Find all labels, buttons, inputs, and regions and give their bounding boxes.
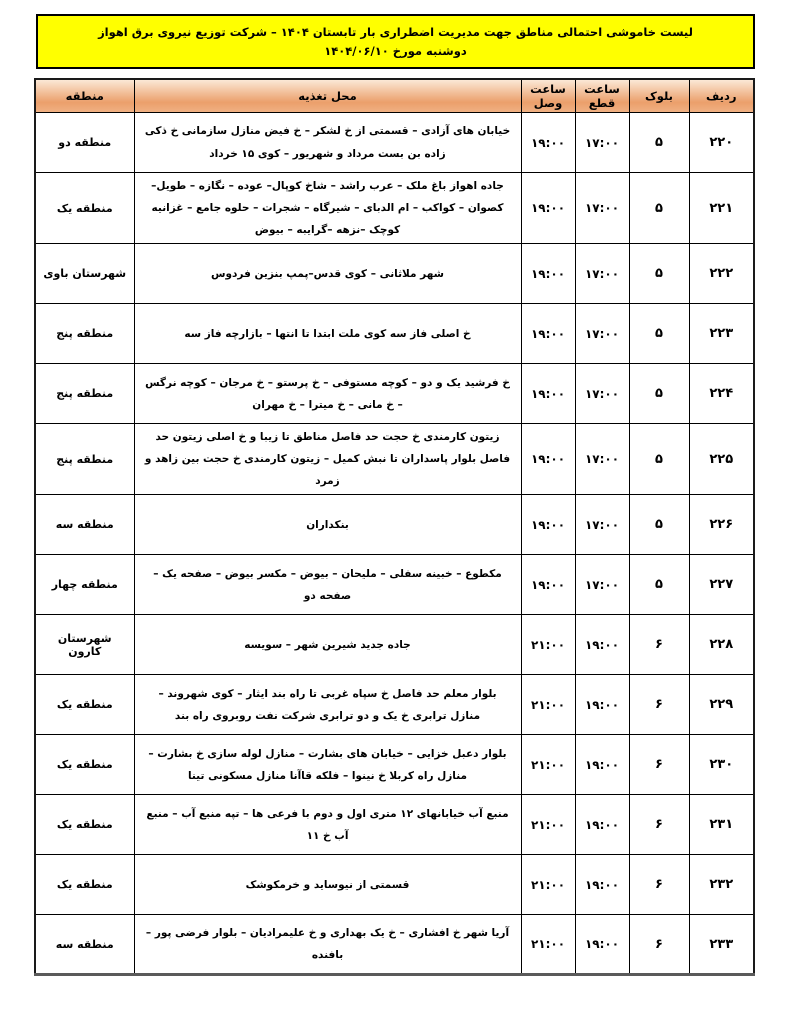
table-header xyxy=(35,79,754,113)
connect-time-cell: ۱۹:۰۰ xyxy=(521,304,575,364)
row-number-cell: ۲۳۱ xyxy=(689,795,754,855)
location-cell: خ فرشید یک و دو – کوچه مستوفی – خ پرستو – خ مرجان – کوچه نرگس – خ مانی – خ میترا – خ مهران xyxy=(134,364,521,424)
table-row xyxy=(35,495,754,555)
row-number-cell: ۲۳۳ xyxy=(689,915,754,975)
cut-time-cell: ۱۷:۰۰ xyxy=(575,113,629,173)
connect-time-cell: ۲۱:۰۰ xyxy=(521,675,575,735)
table-row xyxy=(35,113,754,173)
table-row xyxy=(35,735,754,795)
location-cell: قسمتی از نیوساید و خرمکوشک xyxy=(134,855,521,915)
col-header-row-number: ردیف xyxy=(689,79,754,113)
row-number-cell: ۲۲۵ xyxy=(689,424,754,495)
cut-time-cell: ۱۷:۰۰ xyxy=(575,244,629,304)
region-cell: منطقه چهار xyxy=(35,555,134,615)
block-cell: ۵ xyxy=(629,244,689,304)
cut-time-cell: ۱۹:۰۰ xyxy=(575,795,629,855)
col-header-region: منطقه xyxy=(35,79,134,113)
table-row xyxy=(35,424,754,495)
connect-time-cell: ۲۱:۰۰ xyxy=(521,615,575,675)
region-cell: منطقه پنج xyxy=(35,304,134,364)
row-number-cell: ۲۳۰ xyxy=(689,735,754,795)
region-cell: منطقه یک xyxy=(35,675,134,735)
location-cell: منبع آب خیابانهای ۱۲ متری اول و دوم با فرعی ها – تپه منبع آب – منبع آب خ ۱۱ xyxy=(134,795,521,855)
row-number-cell: ۲۳۲ xyxy=(689,855,754,915)
location-cell: زیتون کارمندی خ حجت حد فاصل مناطق تا زیبا و خ اصلی زیتون حد فاصل بلوار پاسداران تا نبش کمیل – زیتون کارمندی خ حجت بین زاهد و زمرد xyxy=(134,424,521,495)
table-body xyxy=(35,113,754,975)
block-cell: ۵ xyxy=(629,555,689,615)
location-cell: خیابان های آزادی – قسمتی از خ لشکر – خ فیض منازل سازمانی خ ذکی زاده بن بست مرداد و شهریور – کوی ۱۵ خرداد xyxy=(134,113,521,173)
row-number-cell: ۲۲۸ xyxy=(689,615,754,675)
location-cell: جاده اهواز باغ ملک – عرب راشد – شاخ کوپال– عوده – نگازه – طویل–کصوان – کواکب – ام الدبای – شیرگاه – شجرات – حلوه جامع – غزانیه کوچک –نزهه –گرایبه – بیوض xyxy=(134,173,521,244)
block-cell: ۶ xyxy=(629,675,689,735)
table-row xyxy=(35,555,754,615)
row-number-cell: ۲۲۳ xyxy=(689,304,754,364)
col-header-block: بلوک xyxy=(629,79,689,113)
cut-time-cell: ۱۷:۰۰ xyxy=(575,555,629,615)
region-cell: شهرستان کارون xyxy=(35,615,134,675)
block-cell: ۵ xyxy=(629,304,689,364)
connect-time-cell: ۱۹:۰۰ xyxy=(521,173,575,244)
block-cell: ۶ xyxy=(629,855,689,915)
block-cell: ۶ xyxy=(629,615,689,675)
location-cell: بلوار دعبل خزایی – خیابان های بشارت – منازل لوله سازی خ بشارت – منازل راه کربلا خ نینوا – فلکه قاآنا منازل مسکونی تینا xyxy=(134,735,521,795)
cut-time-cell: ۱۹:۰۰ xyxy=(575,675,629,735)
cut-time-cell: ۱۷:۰۰ xyxy=(575,495,629,555)
block-cell: ۶ xyxy=(629,915,689,975)
connect-time-cell: ۱۹:۰۰ xyxy=(521,495,575,555)
block-cell: ۵ xyxy=(629,113,689,173)
row-number-cell: ۲۲۹ xyxy=(689,675,754,735)
row-number-cell: ۲۲۲ xyxy=(689,244,754,304)
location-cell: جاده جدید شیرین شهر – سویسه xyxy=(134,615,521,675)
region-cell: منطقه دو xyxy=(35,113,134,173)
cut-time-cell: ۱۷:۰۰ xyxy=(575,304,629,364)
table-header-row xyxy=(35,79,754,113)
block-cell: ۶ xyxy=(629,735,689,795)
block-cell: ۶ xyxy=(629,795,689,855)
table-row xyxy=(35,173,754,244)
table-row xyxy=(35,364,754,424)
cut-time-cell: ۱۹:۰۰ xyxy=(575,735,629,795)
connect-time-cell: ۱۹:۰۰ xyxy=(521,244,575,304)
row-number-cell: ۲۲۶ xyxy=(689,495,754,555)
row-number-cell: ۲۲۰ xyxy=(689,113,754,173)
connect-time-cell: ۱۹:۰۰ xyxy=(521,113,575,173)
connect-time-cell: ۲۱:۰۰ xyxy=(521,915,575,975)
region-cell: شهرستان باوی xyxy=(35,244,134,304)
col-header-location: محل تغذیه xyxy=(134,79,521,113)
connect-time-cell: ۲۱:۰۰ xyxy=(521,795,575,855)
outage-schedule-table xyxy=(34,78,755,976)
region-cell: منطقه یک xyxy=(35,795,134,855)
connect-time-cell: ۱۹:۰۰ xyxy=(521,555,575,615)
table-row xyxy=(35,615,754,675)
document-content xyxy=(36,14,755,976)
region-cell: منطقه یک xyxy=(35,173,134,244)
region-cell: منطقه سه xyxy=(35,915,134,975)
col-header-cut-time: ساعت قطع xyxy=(575,79,629,113)
region-cell: منطقه پنج xyxy=(35,424,134,495)
region-cell: منطقه سه xyxy=(35,495,134,555)
col-header-connect-time: ساعت وصل xyxy=(521,79,575,113)
location-cell: خ اصلی فاز سه کوی ملت ابتدا تا انتها – بازارچه فاز سه xyxy=(134,304,521,364)
block-cell: ۵ xyxy=(629,424,689,495)
page-date: دوشنبه مورخ ۱۴۰۴/۰۶/۱۰ xyxy=(324,44,467,58)
region-cell: منطقه پنج xyxy=(35,364,134,424)
block-cell: ۵ xyxy=(629,495,689,555)
cut-time-cell: ۱۹:۰۰ xyxy=(575,615,629,675)
table-row xyxy=(35,795,754,855)
connect-time-cell: ۱۹:۰۰ xyxy=(521,424,575,495)
region-cell: منطقه یک xyxy=(35,855,134,915)
table-row xyxy=(35,304,754,364)
location-cell: آریا شهر خ افشاری – خ یک بهداری و خ علیمرادیان – بلوار فرضی پور – بافنده xyxy=(134,915,521,975)
block-cell: ۵ xyxy=(629,364,689,424)
region-cell: منطقه یک xyxy=(35,735,134,795)
connect-time-cell: ۲۱:۰۰ xyxy=(521,735,575,795)
table-row xyxy=(35,675,754,735)
connect-time-cell: ۱۹:۰۰ xyxy=(521,364,575,424)
cut-time-cell: ۱۷:۰۰ xyxy=(575,364,629,424)
cut-time-cell: ۱۹:۰۰ xyxy=(575,915,629,975)
cut-time-cell: ۱۷:۰۰ xyxy=(575,173,629,244)
location-cell: مکطوع – خبینه سفلی – ملیحان – بیوض – مکسر بیوض – صفحه یک – صفحه دو xyxy=(134,555,521,615)
connect-time-cell: ۲۱:۰۰ xyxy=(521,855,575,915)
row-number-cell: ۲۲۷ xyxy=(689,555,754,615)
block-cell: ۵ xyxy=(629,173,689,244)
table-row xyxy=(35,855,754,915)
cut-time-cell: ۱۹:۰۰ xyxy=(575,855,629,915)
title-banner xyxy=(36,14,755,69)
location-cell: شهر ملاثانی – کوی قدس–پمپ بنزین فردوس xyxy=(134,244,521,304)
cut-time-cell: ۱۷:۰۰ xyxy=(575,424,629,495)
row-number-cell: ۲۲۱ xyxy=(689,173,754,244)
table-row xyxy=(35,915,754,975)
location-cell: بلوار معلم حد فاصل خ سپاه غربی تا راه بند ایثار – کوی شهروند – منازل ترابری خ یک و دو ترابری شرکت نفت روبروی راه بند xyxy=(134,675,521,735)
row-number-cell: ۲۲۴ xyxy=(689,364,754,424)
page-title: لیست خاموشی احتمالی مناطق جهت مدیریت اضطراری بار تابستان ۱۴۰۴ – شرکت توزیع نیروی برق اهواز xyxy=(98,25,693,39)
table-row xyxy=(35,244,754,304)
location-cell: بنکداران xyxy=(134,495,521,555)
